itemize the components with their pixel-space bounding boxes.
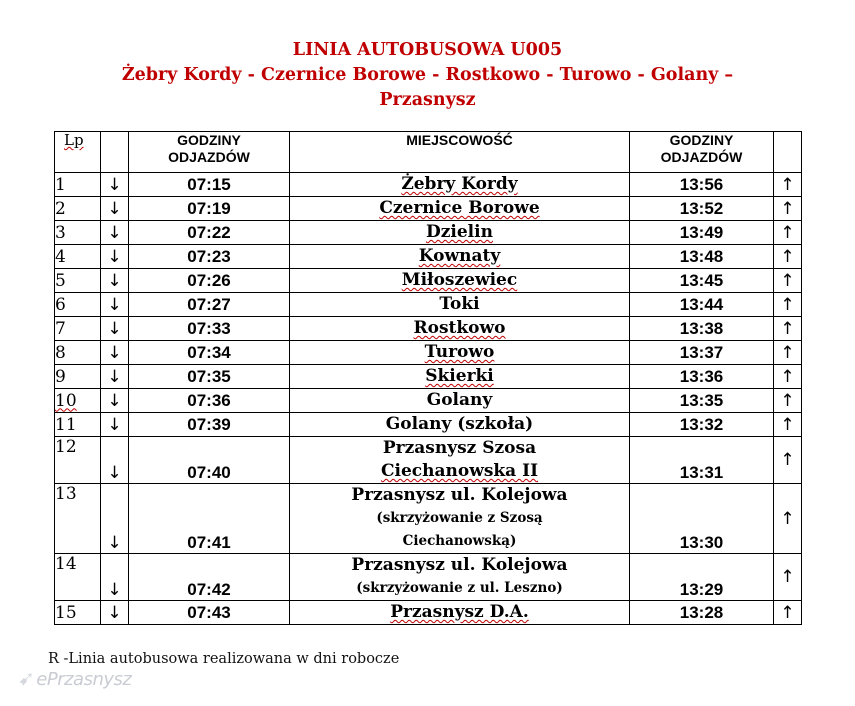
- header-departures-outbound: GODZINY ODJAZDÓW: [129, 132, 290, 173]
- stop-number: 2: [55, 197, 101, 221]
- arrow-down-icon: ↓: [101, 413, 129, 437]
- arrow-up-icon: ↑: [774, 293, 802, 317]
- departure-outbound: 07:41: [129, 484, 290, 554]
- stop-number: 8: [55, 341, 101, 365]
- stop-name-line-1: Przasnysz Szosa: [382, 438, 537, 458]
- stop-name: Turowo: [290, 341, 630, 365]
- arrow-up-icon: ↑: [774, 173, 802, 197]
- stop-name-line-2: Ciechanowska II: [380, 461, 539, 481]
- stop-name: Czernice Borowe: [290, 197, 630, 221]
- footnote: R -Linia autobusowa realizowana w dni robocze: [48, 651, 400, 667]
- departure-outbound: 07:42: [129, 554, 290, 601]
- header-place: MIEJSCOWOŚĆ: [290, 132, 630, 173]
- stop-name: [290, 554, 630, 601]
- table-row: [55, 293, 802, 317]
- arrow-up-icon: ↑: [774, 197, 802, 221]
- bird-icon: ➹: [18, 666, 35, 690]
- stop-number: 12: [55, 437, 101, 484]
- title-line-1: LINIA AUTOBUSOWA U005: [292, 40, 563, 60]
- departure-return: 13:28: [630, 601, 774, 625]
- arrow-down-icon: ↓: [101, 341, 129, 365]
- header-arrow-up: [774, 132, 802, 173]
- departure-outbound: 07:33: [129, 317, 290, 341]
- departure-return: 13:32: [630, 413, 774, 437]
- arrow-up-icon: ↑: [774, 341, 802, 365]
- departure-return: 13:45: [630, 269, 774, 293]
- table-header-row: [55, 132, 802, 173]
- header-departures-return: GODZINY ODJAZDÓW: [630, 132, 774, 173]
- departure-outbound: 07:23: [129, 245, 290, 269]
- stop-number: 9: [55, 365, 101, 389]
- stop-number: 6: [55, 293, 101, 317]
- stop-name: Skierki: [290, 365, 630, 389]
- title-line-3: Przasnysz: [379, 90, 476, 110]
- departure-return: 13:31: [630, 437, 774, 484]
- timetable-title: [0, 38, 855, 113]
- departure-outbound: 07:22: [129, 221, 290, 245]
- table-row: [55, 484, 802, 554]
- stop-name: Przasnysz D.A.: [290, 601, 630, 625]
- header-arrow-down: [101, 132, 129, 173]
- arrow-up-icon: ↑: [774, 389, 802, 413]
- arrow-down-icon: ↓: [101, 365, 129, 389]
- table-row: [55, 601, 802, 625]
- departure-outbound: 07:39: [129, 413, 290, 437]
- table-row: [55, 317, 802, 341]
- arrow-down-icon: ↓: [101, 245, 129, 269]
- table-row: [55, 245, 802, 269]
- arrow-down-icon: ↓: [101, 221, 129, 245]
- arrow-down-icon: ↓: [101, 293, 129, 317]
- departure-outbound: 07:40: [129, 437, 290, 484]
- stop-name: [290, 437, 630, 484]
- stop-number: 10: [55, 389, 101, 413]
- stop-number: 14: [55, 554, 101, 601]
- arrow-up-icon: ↑: [774, 221, 802, 245]
- table-row: [55, 437, 802, 484]
- departure-return: 13:52: [630, 197, 774, 221]
- stop-number: 1: [55, 173, 101, 197]
- table-row: [55, 269, 802, 293]
- arrow-up-icon: ↑: [774, 413, 802, 437]
- stop-number: 13: [55, 484, 101, 554]
- arrow-down-icon: ↓: [101, 484, 129, 554]
- stop-name-line-2: (skrzyżowanie z ul. Leszno): [356, 580, 563, 596]
- timetable: [54, 131, 802, 625]
- departure-return: 13:48: [630, 245, 774, 269]
- table-row: [55, 173, 802, 197]
- departure-outbound: 07:35: [129, 365, 290, 389]
- stop-number: 5: [55, 269, 101, 293]
- stop-name-line-2: (skrzyżowanie z Szosą: [376, 510, 543, 526]
- header-lp: Lp: [55, 132, 101, 173]
- arrow-up-icon: ↑: [774, 365, 802, 389]
- arrow-down-icon: ↓: [101, 601, 129, 625]
- stop-name: Kownaty: [290, 245, 630, 269]
- stop-name: Dzielin: [290, 221, 630, 245]
- table-row: [55, 221, 802, 245]
- arrow-up-icon: ↑: [774, 317, 802, 341]
- stop-name: [290, 484, 630, 554]
- table-row: [55, 341, 802, 365]
- departure-return: 13:56: [630, 173, 774, 197]
- stop-number: 11: [55, 413, 101, 437]
- stop-number: 7: [55, 317, 101, 341]
- arrow-down-icon: ↓: [101, 269, 129, 293]
- arrow-down-icon: ↓: [101, 173, 129, 197]
- stop-name: Żebry Kordy: [290, 173, 630, 197]
- arrow-down-icon: ↓: [101, 389, 129, 413]
- stop-number: 4: [55, 245, 101, 269]
- stop-name: Golany (szkoła): [290, 413, 630, 437]
- departure-outbound: 07:27: [129, 293, 290, 317]
- departure-return: 13:49: [630, 221, 774, 245]
- departure-return: 13:38: [630, 317, 774, 341]
- stop-name: Toki: [290, 293, 630, 317]
- departure-outbound: 07:26: [129, 269, 290, 293]
- arrow-up-icon: ↑: [774, 245, 802, 269]
- departure-return: 13:37: [630, 341, 774, 365]
- stop-name-line-3: Ciechanowską): [402, 533, 517, 549]
- table-row: [55, 197, 802, 221]
- stop-name: Golany: [290, 389, 630, 413]
- title-line-2: Żebry Kordy - Czernice Borowe - Rostkowo - Turowo - Golany –: [121, 65, 734, 85]
- arrow-down-icon: ↓: [101, 317, 129, 341]
- stop-number: 15: [55, 601, 101, 625]
- stop-name: Miłoszewiec: [290, 269, 630, 293]
- stop-number: 3: [55, 221, 101, 245]
- stop-name: Rostkowo: [290, 317, 630, 341]
- table-row: [55, 389, 802, 413]
- departure-return: 13:36: [630, 365, 774, 389]
- arrow-up-icon: ↑: [774, 269, 802, 293]
- departure-return: 13:35: [630, 389, 774, 413]
- arrow-up-icon: ↑: [774, 484, 802, 554]
- arrow-down-icon: ↓: [101, 554, 129, 601]
- table-row: [55, 413, 802, 437]
- arrow-up-icon: ↑: [774, 554, 802, 601]
- table-row: [55, 365, 802, 389]
- arrow-up-icon: ↑: [774, 437, 802, 484]
- departure-outbound: 07:19: [129, 197, 290, 221]
- departure-return: 13:30: [630, 484, 774, 554]
- departure-return: 13:29: [630, 554, 774, 601]
- arrow-down-icon: ↓: [101, 437, 129, 484]
- arrow-up-icon: ↑: [774, 601, 802, 625]
- departure-outbound: 07:15: [129, 173, 290, 197]
- arrow-down-icon: ↓: [101, 197, 129, 221]
- departure-outbound: 07:34: [129, 341, 290, 365]
- table-row: [55, 554, 802, 601]
- stop-name-line-1: Przasnysz ul. Kolejowa: [351, 485, 568, 505]
- stop-name-line-1: Przasnysz ul. Kolejowa: [351, 555, 568, 575]
- watermark-text: ePrzasnysz: [36, 669, 132, 690]
- departure-outbound: 07:43: [129, 601, 290, 625]
- departure-return: 13:44: [630, 293, 774, 317]
- departure-outbound: 07:36: [129, 389, 290, 413]
- watermark-logo: [18, 666, 131, 690]
